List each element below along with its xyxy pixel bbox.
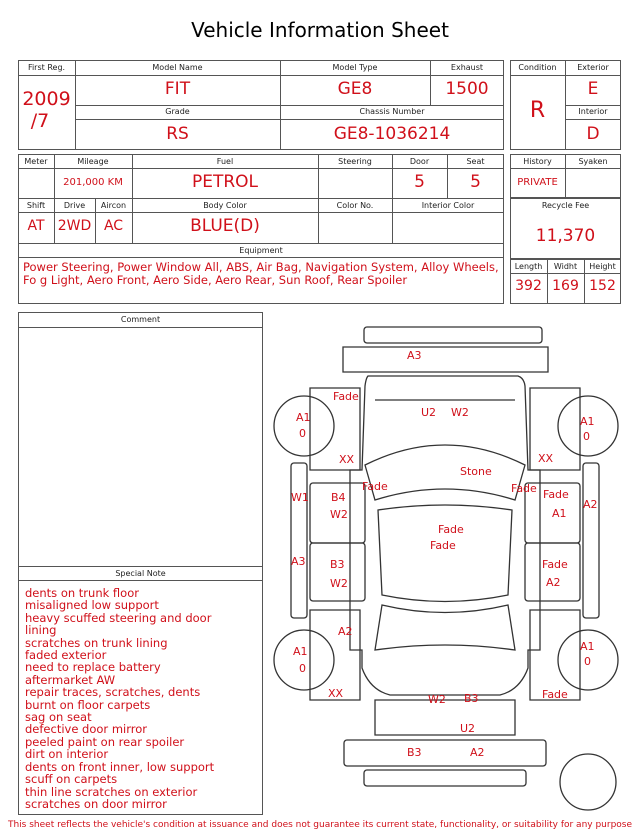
syaken-label: Syaken (578, 157, 608, 166)
condition-label: Condition (518, 63, 557, 72)
damage-w2-rear: W2 (428, 693, 446, 706)
tire-rr-depth: 0 (584, 655, 591, 668)
recycle-fee-label: Recycle Fee (541, 201, 590, 210)
right-rear-fender (530, 610, 580, 700)
history-label: History (523, 157, 552, 166)
aircon-value: AC (103, 218, 124, 234)
left-rear-door (310, 543, 365, 601)
damage-xx-right: XX (538, 452, 554, 465)
tire-fr-code: A1 (580, 415, 595, 428)
damage-xx-rear-left: XX (328, 687, 344, 700)
rear-bumper-outline (344, 740, 546, 766)
shift-value: AT (27, 218, 45, 234)
interior-value: D (586, 124, 600, 144)
special-note-item: dents on trunk floor (25, 586, 139, 600)
door-label: Door (409, 157, 430, 166)
damage-a2-bumper: A2 (470, 746, 485, 759)
width-label: Widht (553, 262, 578, 271)
body-color-value: BLUE(D) (190, 216, 260, 236)
mileage-label: Mileage (77, 157, 109, 166)
right-sill (583, 463, 599, 618)
seat-label: Seat (466, 157, 485, 166)
damage-w2-left-rear: W2 (330, 577, 348, 590)
drive-value: 2WD (57, 218, 92, 234)
damage-fade-center-2: Fade (430, 539, 456, 552)
special-note-label: Special Note (115, 569, 166, 578)
model-type-value: GE8 (337, 79, 373, 99)
damage-fade-right-front: Fade (543, 488, 569, 501)
car-damage-diagram (270, 318, 630, 818)
recycle-fee-value: 11,370 (535, 226, 596, 246)
comment-label: Comment (120, 315, 161, 324)
special-note-item: dents on front inner, low support (25, 759, 215, 774)
damage-a3-front: A3 (407, 349, 422, 362)
damage-u2-rear: U2 (460, 722, 476, 735)
special-note-item: aftermarket AW (25, 672, 116, 687)
damage-fade-center-1: Fade (438, 523, 464, 536)
first-reg-month: /7 (30, 110, 50, 132)
interior-color-label: Interior Color (421, 201, 475, 210)
tire-fl-depth: 0 (299, 427, 306, 440)
front-hood-outline (343, 347, 548, 372)
damage-u2: U2 (421, 406, 437, 419)
damage-fade-pillar-left: Fade (362, 480, 388, 493)
damage-fade-fl: Fade (333, 390, 359, 403)
special-note-item: scuff on carpets (25, 772, 118, 787)
width-value: 169 (552, 278, 579, 294)
tire-front-left (274, 396, 334, 456)
steering-label: Steering (338, 157, 372, 166)
chassis-label: Chassis Number (359, 107, 425, 116)
special-note-item: scratches on door mirror (25, 796, 167, 811)
special-note-item: scratches on trunk lining (25, 635, 168, 650)
length-label: Length (514, 262, 543, 271)
first-reg-label: First Reg. (27, 63, 66, 72)
equipment-label: Equipment (239, 246, 283, 255)
meter-label: Meter (24, 157, 48, 166)
right-rear-door (525, 543, 580, 601)
damage-a1-right: A1 (552, 507, 567, 520)
special-note-item: dirt on interior (25, 747, 109, 762)
tire-rr-code: A1 (580, 640, 595, 653)
roof-outline (378, 505, 512, 602)
model-type-label: Model Type (332, 63, 378, 72)
special-note-item: need to replace battery (25, 660, 161, 675)
windshield-outline (365, 445, 525, 500)
damage-a2-left: A2 (338, 625, 353, 638)
tire-rl-code: A1 (293, 645, 308, 658)
damage-xx-left: XX (339, 453, 355, 466)
interior-label: Interior (578, 107, 608, 116)
exterior-value: E (587, 79, 599, 99)
damage-fade-pillar-right: Fade (511, 482, 537, 495)
damage-b3-left: B3 (330, 558, 345, 571)
spare-tire (560, 754, 616, 810)
exhaust-label: Exhaust (450, 63, 484, 72)
model-name-value: FIT (164, 79, 191, 99)
damage-fade-rear-right: Fade (542, 688, 568, 701)
equipment-text: Power Steering, Power Window All, ABS, Air Bag, Navigation System, Alloy Wheels, Fo g Light, Aero Front, Aero Side, Aero Rear, Sun Roof, Rear Spoiler (23, 260, 499, 287)
special-note-item: peeled paint on rear spoiler (25, 734, 185, 749)
color-no-label: Color No. (336, 201, 374, 210)
grade-label: Grade (165, 107, 190, 116)
damage-a3-left: A3 (291, 555, 306, 568)
special-note-item: defective door mirror (25, 722, 147, 737)
rear-step-outline (364, 770, 526, 786)
mileage-value: 201,000 KM (63, 177, 123, 188)
tire-fl-code: A1 (296, 411, 311, 424)
special-note-item: faded exterior (25, 648, 107, 663)
first-reg-year: 2009 (22, 88, 71, 110)
damage-a2-right-rear: A2 (546, 576, 561, 589)
damage-w1: W1 (291, 491, 309, 504)
page-title: Vehicle Information Sheet (191, 18, 449, 42)
chassis-value: GE8-1036214 (333, 124, 451, 144)
aircon-label: Aircon (100, 201, 127, 210)
length-value: 392 (515, 278, 542, 294)
height-value: 152 (589, 278, 616, 294)
fuel-label: Fuel (216, 157, 234, 166)
damage-a2-right: A2 (583, 498, 598, 511)
door-value: 5 (414, 172, 425, 192)
history-value: PRIVATE (517, 177, 558, 188)
special-note-list (25, 587, 260, 810)
special-note-item: thin line scratches on exterior (25, 784, 198, 799)
seat-value: 5 (470, 172, 481, 192)
drive-label: Drive (63, 201, 86, 210)
special-note-item: heavy scuffed steering and door (25, 610, 212, 625)
special-note-item: lining (25, 623, 57, 638)
grade-value: RS (166, 124, 189, 144)
damage-w2-front: W2 (451, 406, 469, 419)
special-note-item: misaligned low support (25, 598, 159, 613)
fuel-value: PETROL (191, 172, 259, 192)
damage-fade-right-rear: Fade (542, 558, 568, 571)
exhaust-value: 1500 (445, 79, 489, 99)
tire-rl-depth: 0 (299, 662, 306, 675)
disclaimer-footer: This sheet reflects the vehicle's condition at issuance and does not guarantee its current state, functionality, or suitability for any purpose (7, 820, 633, 830)
special-note-item: repair traces, scratches, dents (25, 685, 201, 700)
left-sill (291, 463, 307, 618)
damage-b3-rear: B3 (464, 692, 479, 705)
model-name-label: Model Name (152, 63, 203, 72)
special-note-item: sag on seat (25, 710, 92, 725)
shift-label: Shift (26, 201, 46, 210)
rear-window-outline (375, 605, 515, 650)
damage-stone: Stone (460, 465, 492, 478)
front-bumper-outline (364, 327, 542, 343)
damage-b4: B4 (331, 491, 346, 504)
special-note-item: burnt on floor carpets (25, 697, 151, 712)
tire-rear-left (274, 630, 334, 690)
body-color-label: Body Color (203, 201, 247, 210)
condition-value: R (529, 98, 546, 123)
height-label: Height (589, 262, 616, 271)
tire-fr-depth: 0 (583, 430, 590, 443)
damage-w2-left-front: W2 (330, 508, 348, 521)
exterior-label: Exterior (577, 63, 609, 72)
damage-b3-bumper: B3 (407, 746, 422, 759)
